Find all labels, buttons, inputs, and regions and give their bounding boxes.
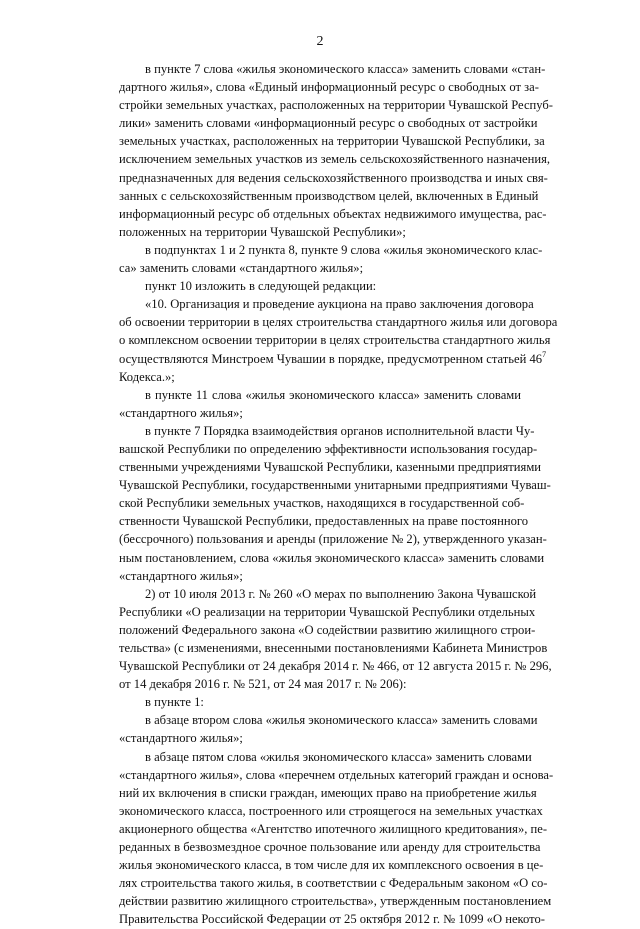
text-line-content: в пункте 7 слова «жилья экономического класса» заменить словами «стан- — [145, 62, 546, 76]
text-line-content: са» заменить словами «стандартного жилья»; — [119, 261, 364, 276]
text-line-content: предназначенных для ведения сельскохозяйственного производства и иных свя- — [119, 170, 548, 185]
text-line — [119, 910, 545, 928]
text-line — [119, 313, 558, 331]
text-line — [119, 295, 534, 313]
text-line — [119, 603, 536, 621]
text-line-content: акционерного общества «Агентство ипотечного жилищного кредитования», пе- — [119, 821, 548, 836]
text-line — [119, 585, 537, 603]
text-line — [119, 150, 551, 168]
text-line — [119, 241, 543, 259]
text-line — [119, 422, 535, 440]
text-line-content: об освоении территории в целях строительства стандартного жилья или договора — [119, 315, 558, 330]
text-line-content: ным постановлением, слова «жилья экономического класса» заменить словами — [119, 550, 545, 565]
text-line-content: «стандартного жилья»; — [119, 731, 243, 746]
text-line-content: «стандартного жилья», слова «перечнем отдельных категорий граждан и основа- — [119, 767, 554, 782]
text-line — [119, 567, 521, 585]
document-body — [119, 60, 558, 929]
text-line — [119, 549, 545, 567]
text-line-content: осуществляются Минстроем Чувашии в порядке, предусмотренном статьей 46 — [119, 351, 543, 366]
text-line — [119, 96, 554, 114]
page-number: 2 — [316, 34, 324, 49]
text-line-content: «10. Организация и проведение аукциона на право заключения договора — [145, 297, 534, 312]
text-line — [119, 386, 521, 404]
text-line-content: жилья экономического класса, в том числе для их комплексного освоения в це- — [119, 858, 544, 873]
text-line — [119, 458, 542, 476]
text-line — [119, 78, 539, 96]
text-line — [119, 331, 551, 349]
text-line — [119, 187, 539, 205]
text-line-content: о комплексном освоении территории в целях строительства стандартного жилья — [119, 333, 551, 348]
text-line-content: в пункте 1: — [145, 695, 204, 710]
text-line — [119, 784, 537, 802]
text-line-content: положенных на территории Чувашской Республики»; — [119, 224, 406, 239]
text-line-content: в подпунктах 1 и 2 пункта 8, пункте 9 слова «жилья экономического клас- — [145, 242, 543, 257]
text-line-content: «стандартного жилья»; — [119, 405, 243, 420]
text-line-content: экономического класса, построенного или строящегося на земельных участках — [119, 803, 543, 818]
text-line — [119, 802, 543, 820]
text-line — [119, 60, 546, 78]
text-line — [119, 132, 545, 150]
text-line — [119, 404, 521, 422]
text-line — [119, 729, 521, 747]
text-line — [119, 223, 521, 241]
text-line-content: Кодекса.»; — [119, 369, 175, 384]
text-line — [119, 205, 547, 223]
text-line-content: ственными учреждениями Чувашской Республики, казенными предприятиями — [119, 460, 542, 475]
text-line-content: Чувашской Республики, государственными унитарными предприятиями Чуваш- — [119, 478, 551, 493]
text-line — [119, 675, 521, 693]
text-line — [119, 440, 538, 458]
text-line-content: Правительства Российской Федерации от 25 октября 2012 г. № 1099 «О некото- — [119, 912, 545, 927]
text-line-content: в пункте 7 Порядка взаимодействия органов исполнительной власти Чу- — [145, 423, 535, 438]
text-line — [119, 693, 521, 711]
text-line-content: «стандартного жилья»; — [119, 568, 243, 583]
superscript: 7 — [542, 349, 547, 359]
text-line — [119, 494, 525, 512]
text-line-content: Чувашской Республики от 24 декабря 2014 г. № 466, от 12 августа 2015 г. № 296, — [119, 659, 552, 674]
text-line — [119, 476, 551, 494]
text-line-content: в абзаце втором слова «жилья экономического класса» заменить словами — [145, 713, 538, 728]
text-line-content: ственности Чувашской Республики, предоставленных на праве постоянного — [119, 514, 529, 529]
text-line — [119, 874, 548, 892]
text-line — [119, 277, 521, 295]
text-line — [119, 368, 521, 386]
text-line — [119, 892, 552, 910]
text-line — [119, 621, 536, 639]
text-line-content: лики» заменить словами «информационный ресурс о свободных от застройки — [119, 116, 538, 131]
text-line-content: дартного жилья», слова «Единый информационный ресурс о свободных от за- — [119, 80, 539, 95]
text-line-content: лях строительства такого жилья, в соответствии с Федеральным законом «О со- — [119, 876, 548, 891]
text-line — [119, 820, 548, 838]
text-line — [119, 114, 538, 132]
text-line — [119, 657, 552, 675]
text-line — [119, 349, 547, 368]
text-line-content: положений Федерального закона «О содействии развитию жилищного строи- — [119, 622, 536, 637]
text-line-content: ний их включения в списки граждан, имеющих право на приобретение жилья — [119, 785, 537, 800]
text-line-content: ской Республики земельных участков, находящихся в государственной соб- — [119, 496, 525, 511]
text-line-content: (бессрочного) пользования и аренды (приложение № 2), утвержденного указан- — [119, 532, 547, 547]
text-line — [119, 856, 544, 874]
text-line-content: реданных в безвозмездное срочное пользование или аренду для строительства — [119, 840, 541, 855]
text-line-content: действии развитию жилищного строительства», утвержденным постановлением — [119, 894, 552, 909]
text-line — [119, 766, 554, 784]
text-line — [119, 639, 548, 657]
text-line-content: пункт 10 изложить в следующей редакции: — [145, 279, 377, 294]
text-line-content: Республики «О реализации на территории Чувашской Республики отдельных — [119, 604, 536, 619]
text-line-content: исключением земельных участков из земель сельскохозяйственного назначения, — [119, 152, 551, 167]
text-line-content: вашской Республики по определению эффективности использования государ- — [119, 441, 538, 456]
text-line-content: в пункте 11 слова «жилья экономического класса» заменить словами — [145, 387, 521, 402]
text-line-content: стройки земельных участках, расположенных на территории Чувашской Респуб- — [119, 98, 554, 113]
text-line-content: от 14 декабря 2016 г. № 521, от 24 мая 2017 г. № 206): — [119, 677, 407, 692]
text-line-content: земельных участках, расположенных на территории Чувашской Республики, за — [119, 134, 545, 149]
text-line — [119, 748, 532, 766]
text-line — [119, 711, 538, 729]
text-line-content: информационный ресурс об отдельных объектах недвижимого имущества, рас- — [119, 206, 547, 221]
text-line-content: в абзаце пятом слова «жилья экономического класса» заменить словами — [145, 749, 532, 764]
text-line — [119, 530, 547, 548]
text-line-content: занных с сельскохозяйственным производством целей, включенных в Единый — [119, 188, 539, 203]
text-line — [119, 838, 541, 856]
text-line — [119, 259, 521, 277]
text-line — [119, 512, 529, 530]
text-line-content: тельства» (с изменениями, внесенными постановлениями Кабинета Министров — [119, 641, 548, 655]
text-line-content: 2) от 10 июля 2013 г. № 260 «О мерах по выполнению Закона Чувашской — [145, 586, 537, 601]
text-line — [119, 169, 548, 187]
